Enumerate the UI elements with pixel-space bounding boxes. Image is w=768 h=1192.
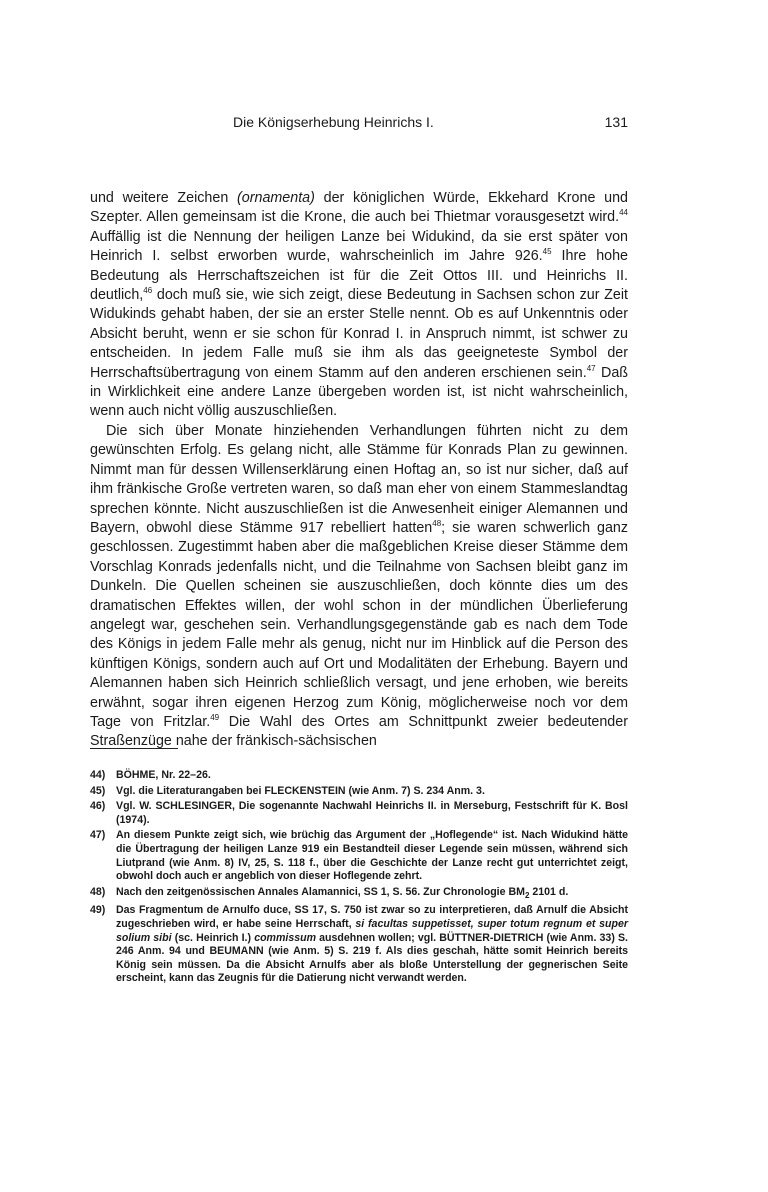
footnote-text: Vgl. W. SCHLESINGER, Die sogenannte Nachwahl Heinrichs II. in Merseburg, Festschrift für K. Bosl (1974).	[116, 800, 628, 826]
footnote-text: An diesem Punkte zeigt sich, wie brüchig das Argument der „Hoflegende“ ist. Nach Widukind hätte die Übertragung der heiligen Lanze 919 ein Bestandteil dieser Legende sein müssen, während sich Liutprand (wie Anm. 8) IV, 25, S. 118 f., über die Geschichte der Lanze recht gut unterrichtet zeigt, obwohl doch auch er angeblich von dieser Hoflegende zehrt.	[116, 829, 628, 883]
footnote-ref-47[interactable]: 47	[586, 363, 596, 373]
footnote-text: BÖHME, Nr. 22–26.	[116, 769, 211, 781]
running-header	[90, 114, 628, 134]
main-text	[90, 189, 628, 752]
footnote-45	[90, 785, 628, 799]
paragraph-1: und weitere Zeichen (ornamenta) der königlichen Würde, Ekkehard Krone und Szepter. Allen gemeinsam ist die Krone, die auch bei Thietmar vorausgesetzt wird.$^{44}$ Auffällig ist die Nennung der heiligen Lanze bei Widukind, da sie erst später von Heinrich I. selbst erworben wurde, wahrscheinlich im Jahre 926.45 Ihre hohe Bedeutung als Herrschaftszeichen ist für die Zeit Ottos III. und Heinrichs II. deutlich,$^{46}$ doch muß sie, wie sich zeigt, diese Bedeutung in Sachsen schon zur Zeit Widukinds gehabt haben, der sie an erster Stelle nennt. Ob es auf Unkenntnis oder Absicht beruht, wenn er sie schon für Konrad I. in Anspruch nimmt, ist schwer zu entscheiden. In jedem Falle muß sie ihm als das geeigneteste Symbol der Herrschaftsübertragung von einem Stamm auf den anderen erschienen sein.$^{47}$ Daß in Wirklichkeit eine andere Lanze übergeben worden ist, ist nicht wahrscheinlich, wenn auch nicht völlig auszuschließen.	[90, 190, 628, 420]
footnote-ref-45[interactable]: 45	[542, 247, 552, 257]
footnote-text: Das Fragmentum de Arnulfo duce, SS 17, S. 750 ist zwar so zu interpretieren, daß Arnulf die Absicht zugeschrieben wird, er habe seine Herrschaft, si facultas suppetisset, super totum regnum et super solium sibi (sc. Heinrich I.) commissum ausdehnen wollen; vgl. BÜTTNER-DIETRICH (wie Anm. 33) S. 246 Anm. 94 und BEUMANN (wie Anm. 5) S. 219 f. Als dies geschah, hätte somit Heinrich bereits König sein müssen. Da die Absicht Arnulfs aber als bloße Unterstellung der gegnerischen Seite erscheint, kann das Zeugnis für die Datierung nicht verwandt werden.	[116, 904, 629, 985]
page-number: 131	[604, 114, 628, 130]
footnote-44	[90, 769, 628, 783]
footnote-number: 45)	[90, 784, 106, 797]
footnote-49	[90, 904, 628, 986]
footnote-ref-46[interactable]: 46	[143, 286, 153, 296]
footnote-46	[90, 800, 628, 827]
footnote-text: Nach den zeitgenössischen Annales Alamannici, SS 1, S. 56. Zur Chronologie $BM_2$ 2101 d.	[116, 885, 569, 900]
running-title: Die Königserhebung Heinrichs I.	[233, 114, 434, 130]
footnote-number: 44)	[90, 769, 106, 781]
footnotes	[90, 769, 628, 988]
footnote-ref-44[interactable]: 44	[619, 208, 628, 218]
footnote-number: 46)	[90, 800, 106, 813]
footnote-number: 49)	[90, 904, 106, 917]
footnote-48	[90, 886, 628, 903]
footnote-separator	[90, 748, 178, 749]
paragraph-2: Die sich über Monate hinziehenden Verhandlungen führten nicht zu dem gewünschten Erfolg. Es gelang nicht, alle Stämme für Konrads Plan zu gewinnen. Nimmt man für dessen Willenserklärung einen Hoftag an, so ist nur sicher, daß auf ihm fränkische Große vertreten waren, so daß man eher von einem Stammeslandtag sprechen könnte. Nicht auszuschließen ist die Anwesenheit einiger Alemannen und Bayern, obwohl diese Stämme 917 rebelliert hatten$^{48}$; sie waren schwerlich ganz geschlossen. Zugestimmt haben aber die maßgeblichen Kreise dieser Stämme dem Vorschlag Konrads jedenfalls nicht, und die Teilnahme von Sachsen bleibt ganz im Dunkeln. Die Quellen scheinen sie auszuschließen, doch könnte dies um des dramatischen Effektes willen, der wohl schon in der mündlichen Überlieferung angelegt war, geschehen sein. Verhandlungsgegenstände gab es nach dem Tode des Königs in jedem Falle mehr als genug, nicht nur im Hinblick auf die Person des künftigen Königs, sondern auch auf Ort und Modalitäten der Erhebung. Bayern und Alemannen haben sich Heinrich schließlich versagt, und jene erhoben, wie bereits erwähnt, sogar ihren eigenen Herzog zum König, möglicherweise noch vor dem Tage von Fritzlar.$^{49}$ Die Wahl des Ortes am Schnittpunkt zweier bedeutender Straßenzüge nahe der fränkisch-sächsischen	[90, 422, 628, 750]
footnote-47	[90, 829, 628, 883]
footnote-number: 47)	[90, 829, 106, 842]
footnote-text: Vgl. die Literaturangaben bei FLECKENSTEIN (wie Anm. 7) S. 234 Anm. 3.	[116, 784, 485, 797]
footnote-ref-48[interactable]: 48	[432, 519, 442, 529]
footnote-number: 48)	[90, 885, 106, 898]
footnote-ref-49[interactable]: 49	[210, 713, 220, 723]
